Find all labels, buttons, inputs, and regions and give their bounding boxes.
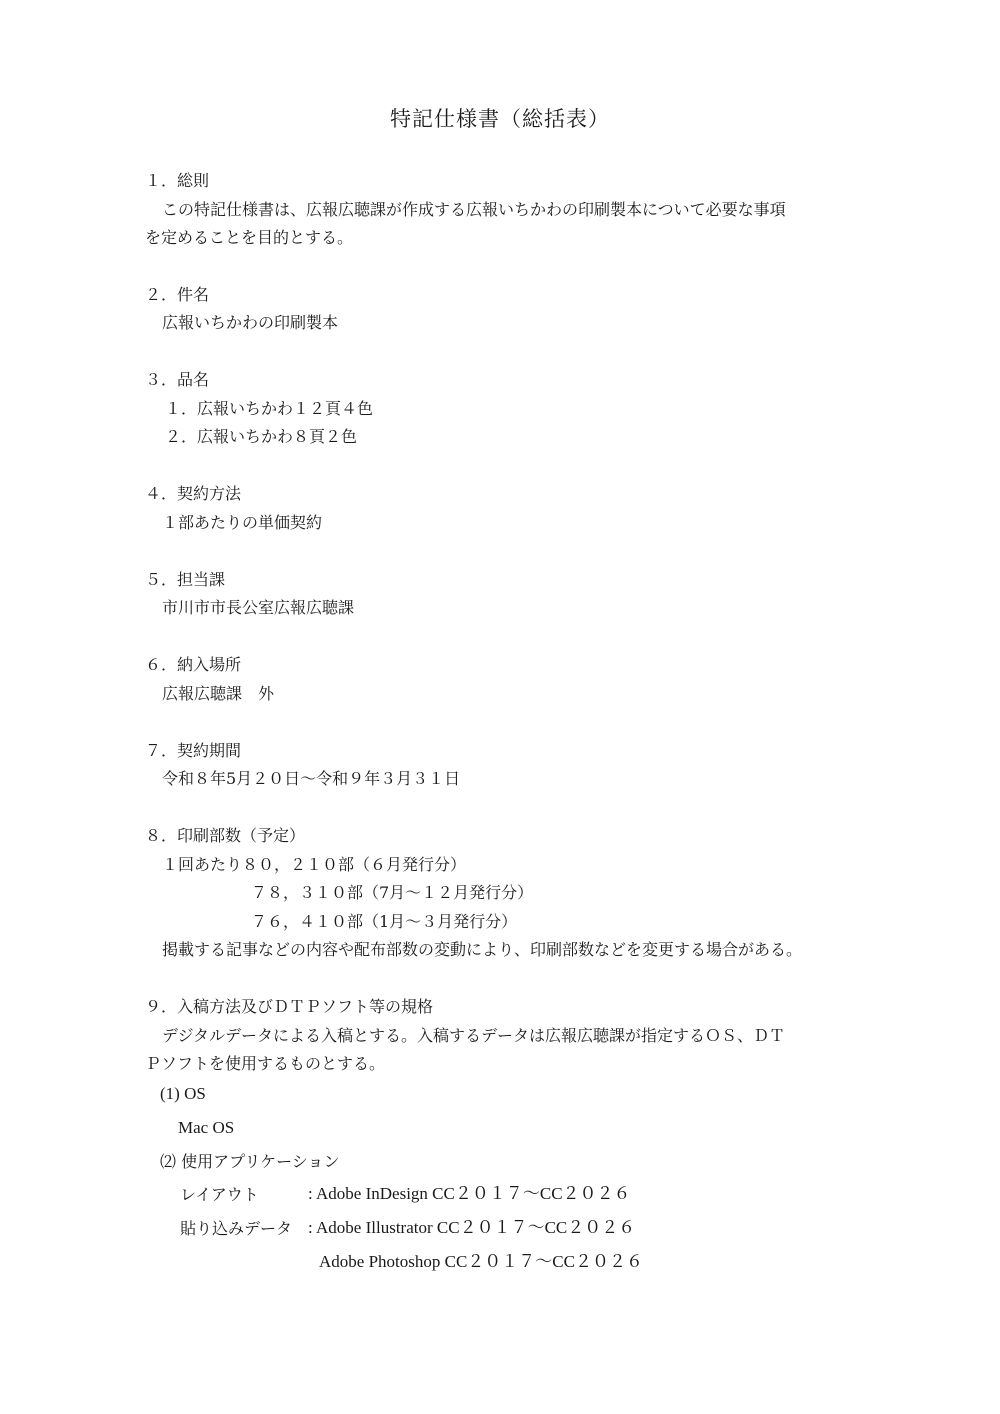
section-6-heading: ６．納入場所 <box>145 655 242 674</box>
section-1-heading: １．総則 <box>145 171 210 190</box>
os-subheading: (1) OS <box>160 1084 206 1103</box>
app-label-layout: レイアウト <box>180 1185 259 1204</box>
section-3-item-1: １．広報いちかわ１２頁４色 <box>165 399 374 418</box>
os-value: Mac OS <box>178 1118 235 1137</box>
section-1-text-line-2: を定めることを目的とする。 <box>145 228 354 247</box>
section-1-text-line-1: この特記仕様書は、広報広聴課が作成する広報いちかわの印刷製本について必要な事項 <box>162 200 786 219</box>
section-8-quantity-line-2: ７８，３１０部（7月～１２月発行分） <box>251 883 534 902</box>
section-7-heading: ７．契約期間 <box>145 741 242 760</box>
section-2-heading: ２．件名 <box>145 285 210 304</box>
section-9-text-line-2: Ｐソフトを使用するものとする。 <box>145 1054 386 1073</box>
section-3-item-2: ２．広報いちかわ８頁２色 <box>165 427 358 446</box>
section-7-text: 令和８年5月２０日～令和９年３月３１日 <box>162 769 461 788</box>
page-title: 特記仕様書（総括表） <box>390 107 610 131</box>
section-9-text-line-1: デジタルデータによる入稿とする。入稿するデータは広報広聴課が指定するＯＳ、ＤＴ <box>162 1026 786 1045</box>
section-9-heading: ９．入稿方法及びＤＴＰソフト等の規格 <box>145 997 434 1016</box>
section-5-heading: ５．担当課 <box>145 570 226 589</box>
app-value-photoshop: Adobe Photoshop CC２０１７～CC２０２６ <box>319 1252 643 1271</box>
section-5-text: 市川市市長公室広報広聴課 <box>162 598 355 617</box>
application-subheading: ⑵ 使用アプリケーション <box>160 1152 340 1171</box>
section-4-heading: ４．契約方法 <box>145 484 242 503</box>
section-4-text: １部あたりの単価契約 <box>162 513 323 532</box>
section-2-text: 広報いちかわの印刷製本 <box>162 313 339 332</box>
section-8-note: 掲載する記事などの内容や配布部数の変動により、印刷部数などを変更する場合がある。 <box>162 940 803 959</box>
section-6-text: 広報広聴課 外 <box>162 684 275 703</box>
section-8-quantity-line-1: １回あたり８０，２１０部（６月発行分） <box>162 855 467 874</box>
section-3-heading: ３．品名 <box>145 370 210 389</box>
section-8-quantity-line-3: ７６，４１０部（1月～３月発行分） <box>251 912 518 931</box>
app-value-illustrator: : Adobe Illustrator CC２０１７～CC２０２６ <box>308 1218 636 1237</box>
section-8-heading: ８．印刷部数（予定） <box>145 826 306 845</box>
app-label-placed-data: 貼り込みデータ <box>180 1219 293 1238</box>
app-value-indesign: : Adobe InDesign CC２０１７～CC２０２６ <box>308 1184 631 1203</box>
